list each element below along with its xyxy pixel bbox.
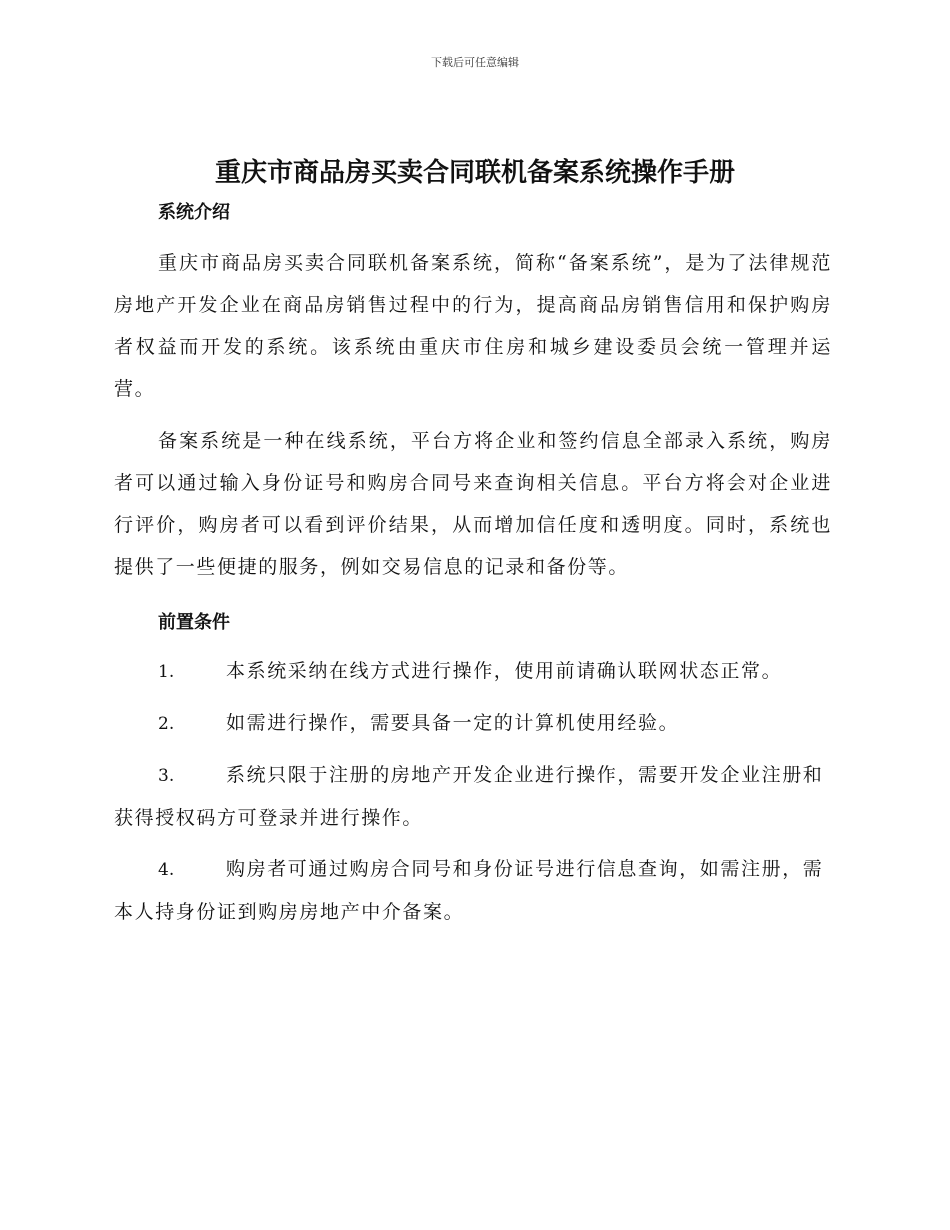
- section-heading-prerequisites: 前置条件: [158, 612, 230, 633]
- section-heading-intro: 系统介绍: [158, 202, 230, 223]
- list-item: [114, 848, 832, 933]
- list-item-number: 2.: [158, 714, 175, 734]
- list-item: [114, 754, 832, 839]
- intro-paragraph-1: 重庆市商品房买卖合同联机备案系统，简称“备案系统”，是为了法律规范房地产开发企业在商品房销售过程中的行为，提高商品房销售信用和保护购房者权益而开发的系统。该系统由重庆市住房和城乡建设委员会统一管理并运营。: [114, 252, 832, 400]
- document-title: 重庆市商品房买卖合同联机备案系统操作手册: [214, 158, 735, 188]
- list-item-text: 购房者可通过购房合同号和身份证号进行信息查询，如需注册，需本人持身份证到购房房地产中介备案。: [114, 858, 824, 923]
- header-note: 下载后可任意编辑: [431, 56, 519, 69]
- list-item: [114, 650, 832, 693]
- list-item-number: 4.: [158, 860, 175, 880]
- list-item-text: 系统只限于注册的房地产开发企业进行操作，需要开发企业注册和获得授权码方可登录并进行操作。: [114, 764, 824, 829]
- list-item-number: 3.: [158, 766, 175, 786]
- intro-paragraph-2: 备案系统是一种在线系统，平台方将企业和签约信息全部录入系统，购房者可以通过输入身份证号和购房合同号来查询相关信息。平台方将会对企业进行评价，购房者可以看到评价结果，从而增加信任度和透明度。同时，系统也提供了一些便捷的服务，例如交易信息的记录和备份等。: [114, 430, 832, 578]
- list-item-number: 1.: [158, 662, 175, 682]
- list-item-text: 本系统采纳在线方式进行操作，使用前请确认联网状态正常。: [226, 660, 783, 682]
- list-item-text: 如需进行操作，需要具备一定的计算机使用经验。: [226, 712, 680, 734]
- list-item: [114, 702, 832, 745]
